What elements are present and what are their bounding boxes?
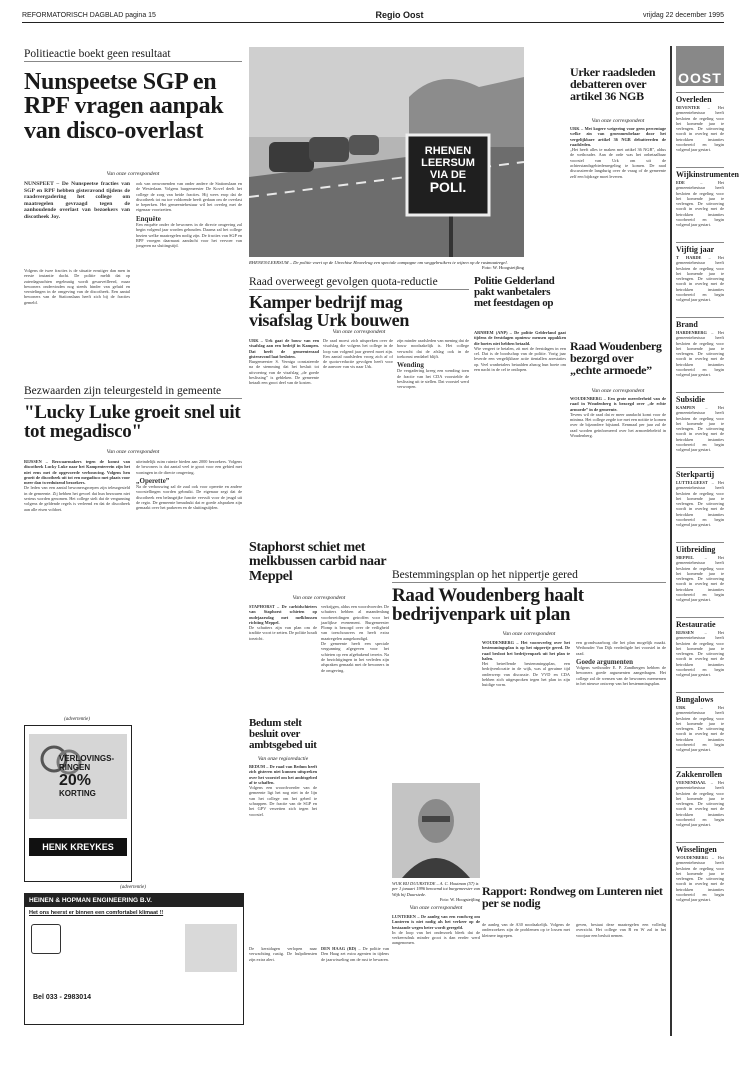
article10-intro: LUNTEREN – De aanleg van een rondweg om Lunteren is niet nodig als het verkeer op de bestaande wegen beter wordt geregeld. In de loop van het onderzoek bleek dat de verkeersdruk minder groot is dan eerder werd aangenomen.: [392, 914, 480, 946]
sidebar-masthead-text: OOST: [678, 70, 722, 86]
article9-body-col2: een grondwaarborg die het plan mogelijk maakt. Wethouder Van Dijk verdedigde het voorstel in de raad. Goede argumenten Volgens wethouder E. P. Zandbergen hebben de bewoners goede argumenten aangedragen. Het college zal de wensen van de bewoners meenemen in het nieuwe ontwerp van het bestemmingsplan.: [576, 640, 666, 687]
sidebar-item: [676, 842, 724, 911]
portrait-caption: [392, 881, 480, 903]
article3-headline: Kamper bedrijf mag visafslag Urk bouwen: [249, 292, 410, 331]
article2-kicker: Bezwaarden zijn teleurgesteld in gemeente: [24, 385, 242, 399]
sidebar-item-head: Zakkenrollen: [676, 767, 724, 780]
article-misc: De kerstdagen verlopen naar verwachting rustig. De hulpdiensten zijn extra alert.: [249, 946, 317, 962]
page-header: [22, 8, 724, 23]
article2-headline: "Lucky Luke groeit snel uit tot megadisco": [24, 402, 241, 443]
article3-body-col3: zijn minder raadsleden van mening dat de bouw noodzakelijk is. Het college verwacht dat de afslag ook in de toekomst rendabel blijft. Wending De vergadering kreeg een wending toen de fractie van het CDA voorstelde de beslissing uit te stellen. Dat voorstel werd verworpen.: [397, 338, 469, 390]
article9-headline: Raad Woudenberg haalt bedrijvenpark uit plan: [392, 585, 584, 626]
article3-body-col2: De raad moest zich uitspreken over de visafslag die volgens het college in de loop van volgend jaar gereed moet zijn. Een aantal raadsleden vroeg zich af of de quota-reductie gevolgen heeft voor de aanvoer van vis naar Urk.: [323, 338, 393, 370]
article3-byline: Van onze correspondent: [332, 329, 386, 335]
ad-heinen-hopman: [24, 893, 244, 1025]
article2-byline: Van onze correspondent: [106, 449, 160, 455]
sidebar-item-body: WOUDENBERG – Het gemeentebestuur heeft besloten de regeling voor het komende jaar te verlengen. De uitvoering wordt in overleg met de betrokken instanties voorbereid en begin volgend jaar gestart.: [676, 855, 724, 903]
article-politie-gelderland: [474, 276, 566, 310]
lead-body-col1: Volgens de twee fracties is de situatie ernstiger dan men in eerste instantie dacht. De politie meldt dat op zaterdagnachten regelmatig wordt gesurveilleerd, maar bewoners ondervinden nog steeds hinder van geluid en vernielingen in de omgeving van de discotheek. Een aantal bewoners van de Stationslaan heeft zich bij de fracties gemeld.: [24, 268, 130, 305]
article7-body-col1: STAPHORST – De carbidschieters van Staphorst schieten op oudejaarsdag met melkbussen richting Meppel. De schutters zijn van plan om de traditie voort te zetten. De politie houdt toezicht.: [249, 604, 317, 641]
sidebar-item: [676, 767, 724, 836]
sidebar-item: [676, 92, 724, 161]
road-sign-text: [411, 145, 485, 193]
article5-headline: Urker raadsleden debatteren over artikel 36 NGB: [570, 65, 656, 104]
article-bedum: [249, 718, 317, 752]
sidebar-item-head: Brand: [676, 317, 724, 330]
sign-line-4: POLI.: [429, 179, 467, 195]
article10-headline: Rapport: Rondweg om Lunteren niet per se nodig: [482, 884, 663, 911]
article2-subhead: „Operette”: [136, 476, 170, 485]
article6-headline: Raad Woudenberg bezorgd over „echte armoede”: [570, 339, 662, 378]
article3-kicker: Raad overweegt gevolgen quota-reductie: [249, 276, 469, 290]
sign-line-3: VIA DE: [429, 169, 467, 181]
sidebar-item-body: KAMPEN – Het gemeentebestuur heeft besloten de regeling voor het komende jaar te verlengen. De uitvoering wordt in overleg met de betrokken instanties voorbereid en begin volgend jaar gestart.: [676, 405, 724, 453]
ad1-text: [59, 754, 114, 798]
ad-verlovingsringen: [24, 725, 132, 882]
header-paper-page: REFORMATORISCH DAGBLAD pagina 15: [22, 11, 156, 19]
article4-headline: Politie Gelderland pakt wanbetalers met feestdagen op: [474, 275, 555, 310]
article6-body: WOUDENBERG – Een grote meerderheid van de raad in Woudenberg is bezorgd over „de echte armoede” in de gemeente. Tevens wil de raad dat er meer aandacht komt voor de minima. Het college zegde toe met een notitie te komen over de bijzondere bijstand. Eenmaal per jaar zal de raad worden geïnformeerd over het armoedebeleid in Woudenberg.: [570, 396, 666, 439]
lead-body-col2: ook van omwonenden van onder andere de Stationslaan en de Westerlaan. Volgens burgemeester De Kovel deelt het college de zorg van beide fracties. Hij wees erop dat de discotheek tot nu toe voldoende heeft gedaan om de overlast te beperken. Het gemeentebestuur wil het overleg met de eigenaar voortzetten. Enquête Een enquête onder de bewoners in de directe omgeving zal begin volgend jaar worden gehouden. Daarna zal het college bezien welke maatregelen nodig zijn. De fracties van SGP en RPF vroegen daarnaast aandacht voor het vervoer van jongeren na sluitingstijd.: [136, 181, 242, 249]
article-lucky-luke: [24, 385, 242, 442]
ad1-brand: HENK KREYKES: [29, 838, 127, 856]
photo-main-caption-text: RHENEN/LEERSUM – De politie voert op de Utrechtse Heuvelrug een speciale campagne om weggebruikers te wijzen op de rustmaatregel.: [249, 260, 508, 265]
ad1-label: (advertentie): [64, 717, 90, 722]
portrait-credit: Foto: W. Hoogsteijling: [439, 897, 480, 903]
ad1-line-1: VERLOVINGS-: [59, 754, 115, 763]
lead-subhead: Enquête: [136, 214, 161, 223]
sidebar-item-town: MEPPEL: [676, 555, 694, 560]
sidebar-item-body: VEENENDAAL – Het gemeentebestuur heeft besloten de regeling voor het komende jaar te verlengen. De uitvoering wordt in overleg met de betrokken instanties voorbereid en begin volgend jaar gestart.: [676, 780, 724, 828]
ad2-title: HEINEN & HOPMAN ENGINEERING B.V.: [25, 894, 243, 907]
sign-line-2: LEERSUM: [421, 157, 475, 169]
sidebar-item-head: Overleden: [676, 92, 724, 105]
sidebar-item-town: HARDENBERG: [676, 330, 707, 335]
sidebar-item-head: Wijkinstrumenten: [676, 167, 724, 180]
photo-main-caption: [249, 260, 524, 271]
sidebar-item-head: Subsidie: [676, 392, 724, 405]
photo-main-credit: Foto: W. Hoogsteijling: [482, 265, 524, 271]
sidebar-item-town: VEENENDAAL: [676, 780, 707, 785]
header-section: Regio Oost: [375, 10, 424, 20]
article-visafslag: [249, 276, 469, 330]
article8-byline: Van onze regioredactie: [257, 756, 309, 762]
ad1-line-2: RINGEN: [59, 763, 91, 772]
article5-byline: Van onze correspondent: [591, 118, 645, 124]
ad2-slogan: Het ons heerst er binnen een comfortabel klimaat !!: [29, 910, 164, 916]
sidebar-item-town: DEVENTER: [676, 105, 700, 110]
article7-body-col2: verkrijgen, aldus een woordvoerder. De schutters hebben al maandenlang voorbereidingen getroffen voor het jaarlijkse evenement. Burgemeester Plomp is bezorgd over de veiligheid van toeschouwers en heeft extra maatregelen aangekondigd. De gemeente heeft een speciale vergunning afgegeven voor het schieten op een afgebakend terrein. Na de bezichtigingen in het verleden zijn afspraken gemaakt met de bewoners in de omgeving.: [321, 604, 390, 673]
sidebar-item-town: LUTTELGEEST: [676, 480, 708, 485]
sidebar-item-head: Vijftig jaar: [676, 242, 724, 255]
ad1-discount: 20%: [59, 772, 92, 789]
sidebar-item: [676, 467, 724, 536]
sidebar-item-town: URK: [676, 705, 686, 710]
ad1-line-4: KORTING: [59, 789, 96, 798]
article9-byline: Van onze correspondent: [502, 631, 556, 637]
article9-kicker: Bestemmingsplan op het nippertje gered: [392, 569, 666, 583]
article10-body-col2: geven, bestaat deze maatregelen een volledig overzicht. Het college van B en W zal in het voorjaar een besluit nemen.: [576, 922, 666, 938]
lead-article: [24, 48, 242, 143]
sidebar-item-head: Uitbreiding: [676, 542, 724, 555]
article8-headline: Bedum stelt besluit over ambtsgebed uit: [249, 717, 317, 752]
sidebar-item-body: LUTTELGEEST – Het gemeentebestuur heeft besloten de regeling voor het komende jaar te verlengen. De uitvoering wordt in overleg met de betrokken instanties voorbereid en begin volgend jaar gestart.: [676, 480, 724, 528]
sidebar-item-head: Wisselingen: [676, 842, 724, 855]
sidebar-item-head: Restauratie: [676, 617, 724, 630]
ad1-rings-image: [29, 734, 127, 819]
sidebar-news-list: [676, 92, 739, 1032]
portrait-caption-text: WUK BIJ DUURSTEDE – A. C. Houtman (57) is per 1 januari 1996 benoemd tot burgemeester van Wijk bij Duurstede.: [392, 881, 481, 897]
sign-line-1: RHENEN: [424, 145, 472, 157]
article7-headline: Staphorst schiet met melkbussen carbid naar Meppel: [249, 540, 387, 584]
sidebar-divider: [670, 46, 672, 1036]
article8-body: BEDUM – De raad van Bedum heeft zich gisteren niet kunnen uitspreken over het voorstel om het ambtsgebed af te schaffen. Volgens een woordvoerder van de gemeente ligt het nog niet in de lijn van het college om het gebed te schrappen. De fractie van de SGP en het GPV verzetten zich tegen het voorstel.: [249, 764, 317, 817]
sidebar-item: [676, 392, 724, 461]
sidebar-item-body: RIJSSEN – Het gemeentebestuur heeft besloten de regeling voor het komende jaar te verlengen. De uitvoering wordt in overleg met de betrokken instanties voorbereid en begin volgend jaar gestart.: [676, 630, 724, 678]
sidebar-item: [676, 542, 724, 611]
article-woudenberg-armoede: [570, 340, 666, 377]
article-urker-raadsleden: [570, 66, 666, 103]
article10-byline: Van onze correspondent: [409, 905, 463, 911]
sidebar-item-head: Bungalows: [676, 692, 724, 705]
sidebar-item: [676, 317, 724, 386]
portrait-graphic: [392, 783, 480, 878]
sidebar-item-town: WOUDENBERG: [676, 855, 708, 860]
sidebar-item-town: KAMPEN: [676, 405, 696, 410]
sidebar-item-town: RIJSSEN: [676, 630, 694, 635]
sidebar-item-town: EDE: [676, 180, 685, 185]
sidebar-item-body: DEVENTER – Het gemeentebestuur heeft besloten de regeling voor het komende jaar te verlengen. De uitvoering wordt in overleg met de betrokken instanties voorbereid en begin volgend jaar gestart.: [676, 105, 724, 153]
sidebar-item-body: MEPPEL – Het gemeentebestuur heeft besloten de regeling voor het komende jaar te verlengen. De uitvoering wordt in overleg met de betrokken instanties voorbereid en begin volgend jaar gestart.: [676, 555, 724, 603]
sidebar-item: [676, 167, 739, 236]
article9-subhead: Goede argumenten: [576, 657, 633, 666]
lead-kicker: Politieactie boekt geen resultaat: [24, 48, 242, 62]
header-date: vrijdag 22 december 1995: [643, 11, 724, 19]
article10-body-col1: de aanleg van de A30 noodzakelijk. Volgens de onderzoekers zijn de problemen op te lossen met kleinere ingrepen.: [482, 922, 570, 938]
lead-byline: Van onze correspondent: [106, 171, 160, 177]
ad2-phone: Bel 033 - 2983014: [33, 994, 91, 1001]
article-den-haag: DEN HAAG (RD) – De politie van Den Haag zet extra agenten in tijdens de jaarwisseling om de rust te bewaren.: [321, 946, 390, 962]
sidebar-item-body: URK – Het gemeentebestuur heeft besloten de regeling voor het komende jaar te verlengen. De uitvoering wordt in overleg met de betrokken instanties voorbereid en begin volgend jaar gestart.: [676, 705, 724, 753]
article3-body-col1: URK – Urk gaat de bouw van een visafslag aan een bedrijf in Kampen. Dat heeft de gemeenteraad gisteravond laat besloten. Burgemeester S. Verniga constateerde na de stemming dat het besluit tot uitvoering van de visafslag „de goede beslissing” is gebleken. De gemeente betaalt een groot deel van de kosten.: [249, 338, 319, 386]
article9-body-col1: WOUDENBERG – Het vooroverleg over het bestemmingsplan is op het nippertje gered. De raad besloot het bedrijvenpark uit het plan te halen. Het betreffende bestemmingsplan, een bedrijvenlocatie in de wijk, was al geruime tijd onderwerp van discussie. De VVD en CDA hebben zich uitgesproken tegen het plan in zijn huidige vorm.: [482, 640, 570, 688]
article2-body-col1: RIJSSEN – Bezwaarmakers tegen de komst van discotheek Lucky Luke naar het Kampenterrein zijn het niet eens met de opgevoerde verbouwing. Volgens hen groeit de discotheek uit tot een megadisco met plaats voor meer dan tweeduizend bezoekers. De leden van een aantal bewonersgroepen zijn teleurgesteld in de gemeente. Zij hebben het gevoel dat hun bezwaren niet serieus worden genomen. Het college stelt dat de vergunning volgens de geldende regels is verleend en dat de discotheek aan alle eisen voldoet.: [24, 459, 130, 512]
ad2-logo-icon: [31, 924, 61, 954]
ad2-label: (advertentie): [120, 885, 146, 890]
article4-body: ARNHEM (ANP) – De politie Gelderland gaat tijdens de feestdagen opnieuw mensen oppakken die boetes niet hebben betaald. Wie vergeet te betalen, zit met de feestdagen in een cel. Dat is de boodschap van de politie. Vorig jaar leverde een vergelijkbare actie tientallen arrestaties op. Veel wanbetalers betaalden alsnog hun boete om een nacht in de cel te ontlopen.: [474, 330, 566, 373]
article2-body-col2: uiteindelijk ruim ruimte bieden aan 2000 bezoekers. Volgens de bewoners is dat aantal veel te groot voor een gebied met woningen in de directe omgeving. „Operette” Na de verbouwing zal de zaal ook voor operette en andere voorstellingen worden gebruikt. De eigenaar zegt dat de discotheek een belangrijke functie vervult voor de jeugd uit de regio. De gemeente benadrukt dat er goede afspraken zijn gemaakt over het parkeren en de sluitingstijden.: [136, 459, 242, 511]
sidebar-masthead: [676, 46, 724, 86]
article3-subhead: Wending: [397, 361, 424, 370]
article5-body: URK – Met kogere weigering voor geen percentage welke zin van groenmeubelaar door het vergelijkbare artikel 36 NGB debatteerden de raadsleden. „Het heeft alles te maken met artikel 36 NGB”, aldus de wethouder. Aan de orde was het onbetaalbaar voorstel van Urk om uit de achterstandsgebiedenregeling te komen. De raad discussieerde langdurig over de vraag of de gemeente zelf een bijdrage moet leveren.: [570, 126, 666, 179]
ad2-image: [185, 924, 237, 972]
photo-portrait: [392, 783, 480, 878]
article-woudenberg-bedrijvenpark: [392, 569, 666, 625]
sidebar-item-head: Sterkpartij: [676, 467, 724, 480]
sidebar-item: [676, 242, 724, 311]
sidebar-item: [676, 692, 724, 761]
photo-road-sign: [249, 47, 524, 257]
sidebar-item-body: T HARDE – Het gemeentebestuur heeft besloten de regeling voor het komende jaar te verlengen. De uitvoering wordt in overleg met de betrokken instanties voorbereid en begin volgend jaar gestart.: [676, 255, 724, 303]
sidebar-item-town: T HARDE: [676, 255, 702, 260]
sidebar-item-body: EDE – Het gemeentebestuur heeft besloten de regeling voor het komende jaar te verlengen. De uitvoering wordt in overleg met de betrokken instanties voorbereid en begin volgend jaar gestart.: [676, 180, 724, 228]
sidebar-item-body: HARDENBERG – Het gemeentebestuur heeft besloten de regeling voor het komende jaar te verlengen. De uitvoering wordt in overleg met de betrokken instanties voorbereid en begin volgend jaar gestart.: [676, 330, 724, 378]
sidebar-item: [676, 617, 724, 686]
article7-byline: Van onze correspondent: [292, 595, 346, 601]
lead-headline: Nunspeetse SGP en RPF vragen aanpak van disco-overlast: [24, 69, 224, 144]
article-staphorst-carbid: [249, 541, 389, 584]
lead-intro: NUNSPEET – De Nunspeetse fracties van SGP en RPF hebben gisteravond tijdens de raadsvergadering het college om maatregelen gevraagd tegen de aanhoudende overlast van bezoekers van discotheek Joy.: [24, 181, 130, 220]
article-rondweg-lunteren: [482, 885, 666, 909]
article6-byline: Van onze correspondent: [591, 388, 645, 394]
